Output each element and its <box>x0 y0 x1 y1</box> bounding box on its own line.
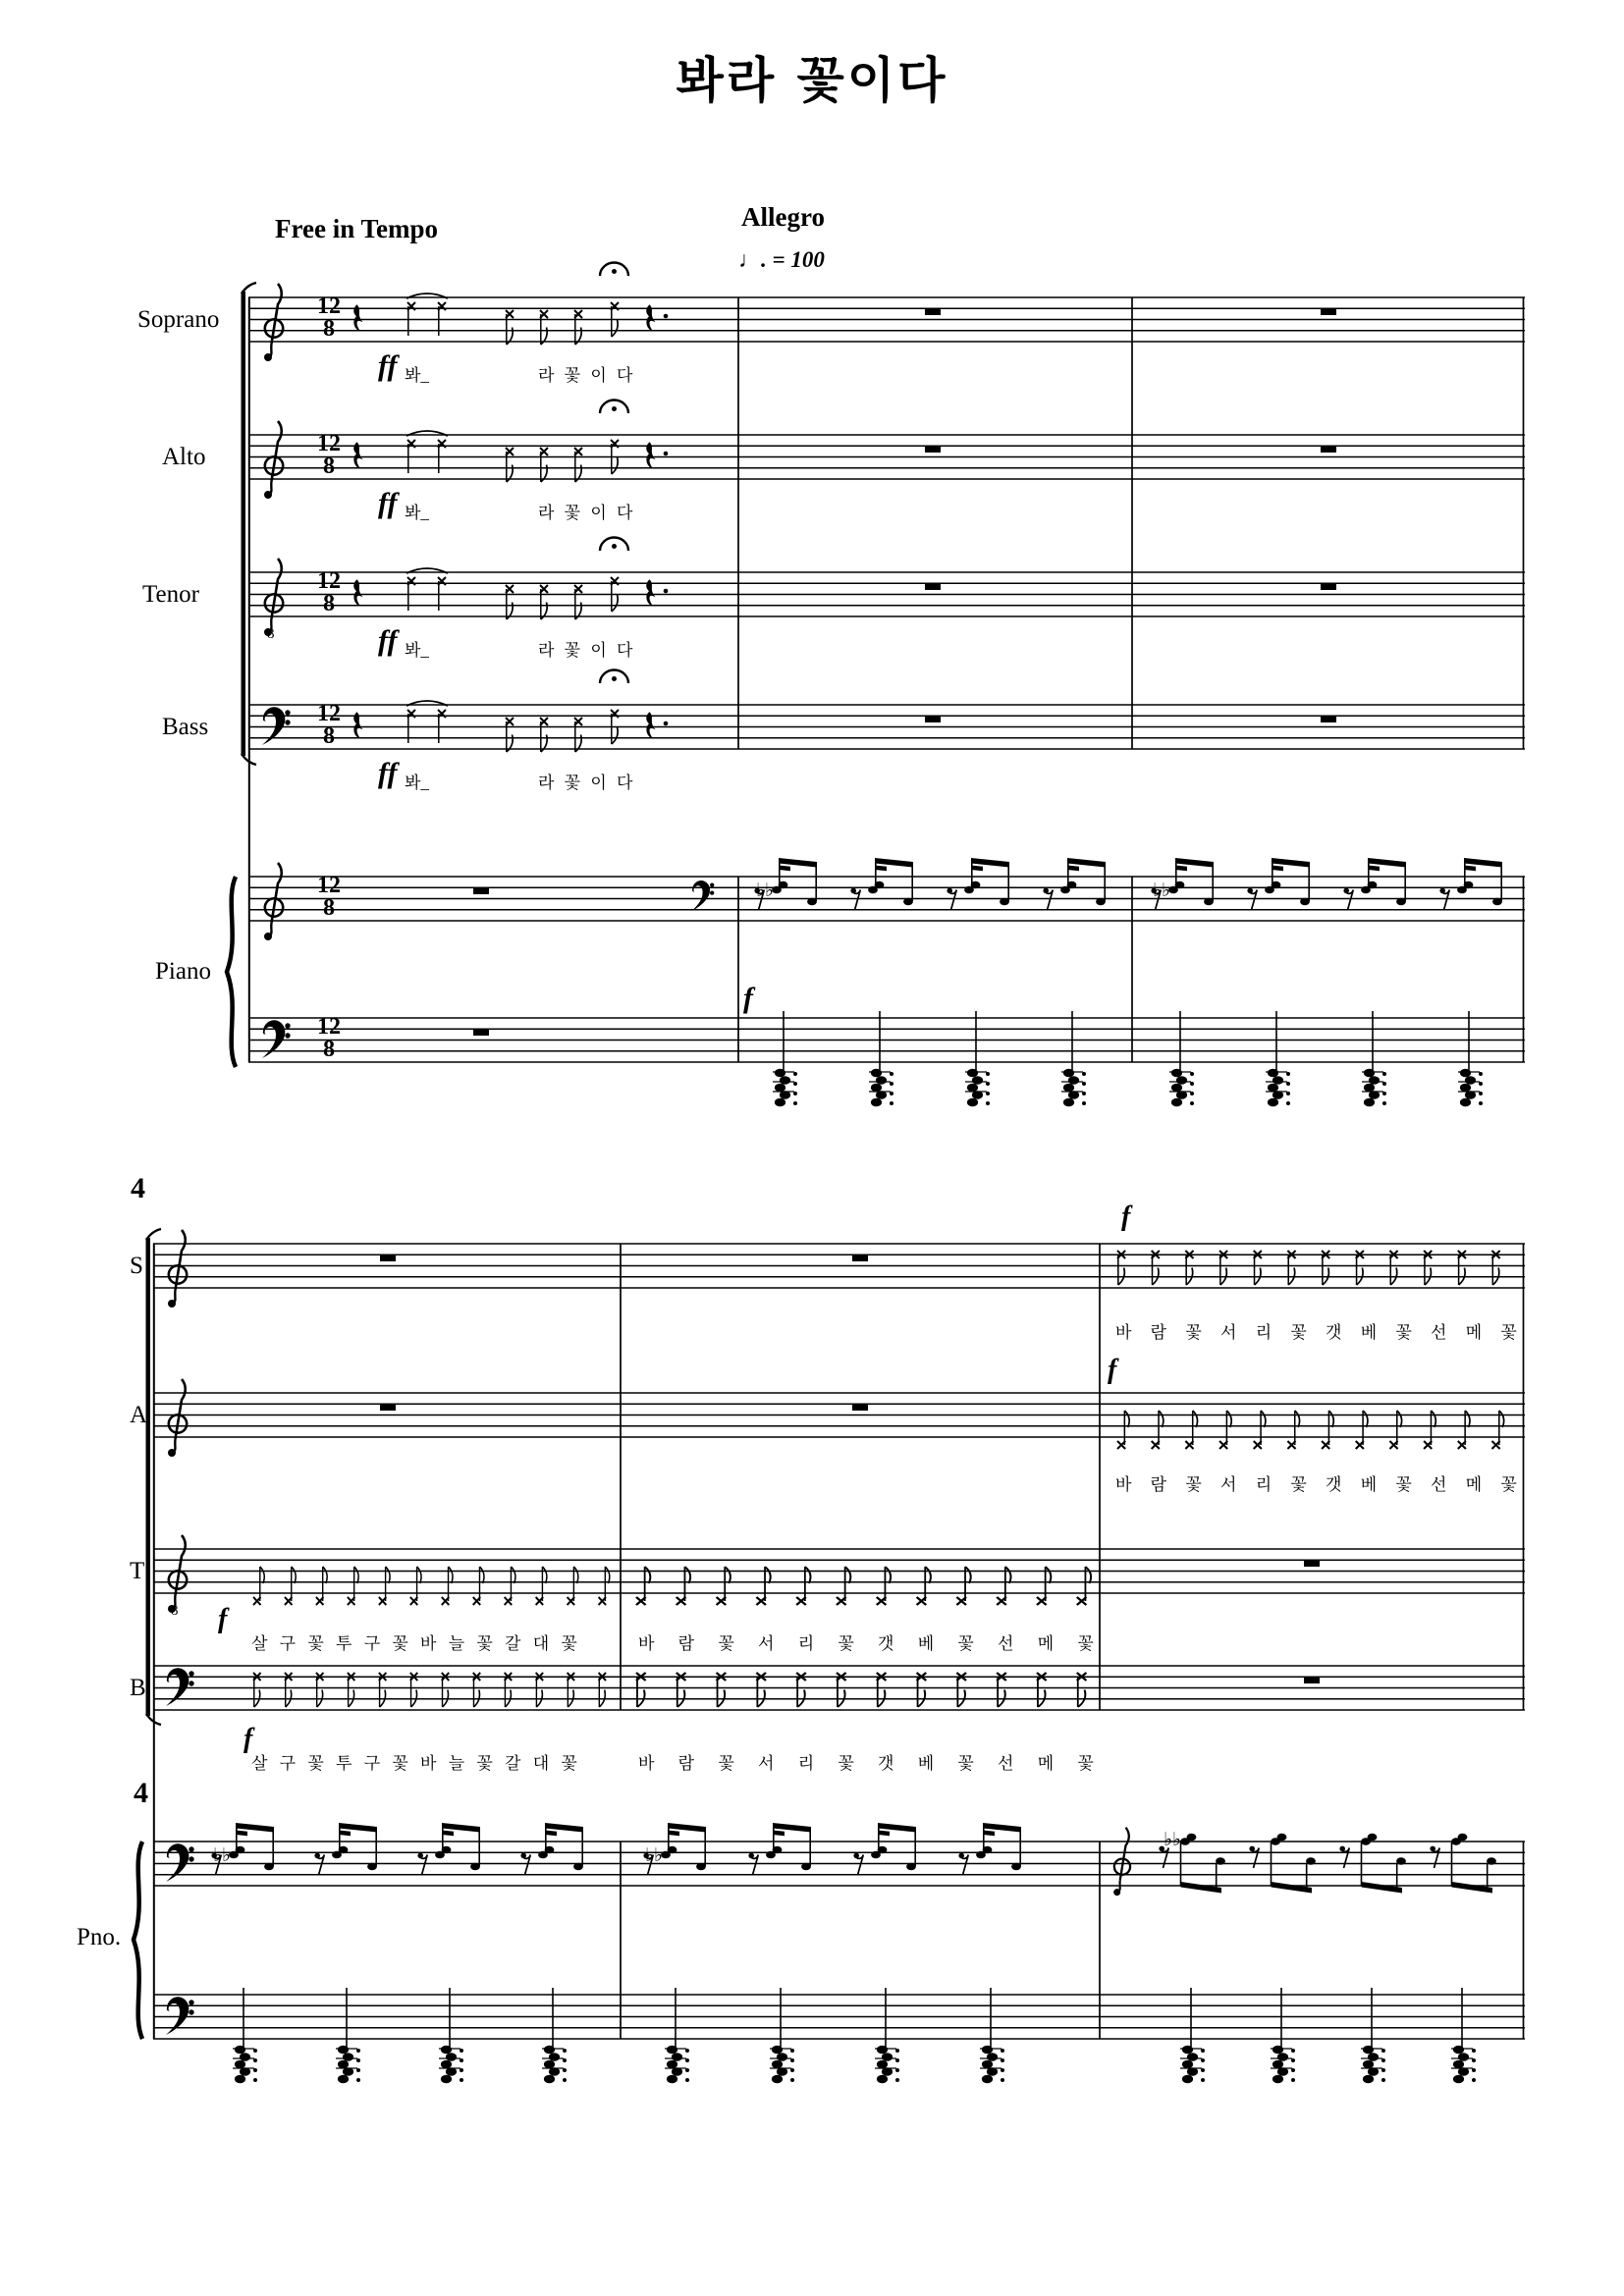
piece-title: 봐라 꽃이다 <box>676 52 948 109</box>
part-label-piano: Piano <box>155 958 211 985</box>
dynamic-s: f <box>1121 1201 1131 1232</box>
soprano-staff <box>153 1244 1525 1288</box>
piano-brace <box>227 877 236 1067</box>
part-label-s: S <box>130 1253 143 1279</box>
treble-clef-icon <box>264 863 283 940</box>
treble-clef-icon <box>264 559 283 636</box>
measure-number-piano: 4 <box>134 1777 148 1809</box>
tenor-clef-octave: 8 <box>267 626 275 642</box>
bass-m1-notes <box>354 670 669 752</box>
bass-m5-notes <box>636 1673 1086 1707</box>
tenor-m5-notes <box>636 1567 1091 1605</box>
part-label-pno: Pno. <box>77 1924 122 1950</box>
treble-clef-icon <box>168 1379 187 1457</box>
system1-notation <box>227 263 1525 1107</box>
bass-clef-icon <box>166 1843 194 1882</box>
alto-staff <box>153 1393 1525 1437</box>
lyrics-alto: 라 꽃 이 다 <box>538 504 633 522</box>
piano-lh-staff <box>248 1014 1525 1062</box>
bass-clef-icon <box>166 1997 194 2035</box>
lyrics-tenor-start: 봐_ <box>405 641 429 660</box>
alto-m1-notes <box>354 400 669 482</box>
choir-bracket <box>242 292 246 756</box>
soprano-m1-notes <box>354 263 669 345</box>
measure-number: 4 <box>131 1172 145 1204</box>
part-label-soprano: Soprano <box>137 306 220 333</box>
lyrics-b-m4: 살 구 꽃 투 구 꽃 바 늘 꽃 갈 대 꽃 <box>251 1754 577 1773</box>
double-flat-accidental: ♭♭ <box>1153 881 1170 901</box>
time-signature: 12 8 <box>317 294 341 342</box>
lyrics-soprano-start: 봐_ <box>405 366 429 385</box>
whole-rests <box>473 308 1336 1036</box>
dynamic-a: f <box>1108 1355 1117 1385</box>
bracket-hook-top <box>146 1229 161 1240</box>
part-label-a: A <box>130 1402 148 1428</box>
lyrics-tenor: 라 꽃 이 다 <box>538 641 633 660</box>
piano-lh-staff <box>153 1995 1525 2039</box>
soprano-m6-notes <box>1117 1251 1500 1285</box>
tenor-clef-octave: 8 <box>171 1603 179 1619</box>
tenor-staff <box>153 1549 1525 1593</box>
dynamic-piano: f <box>743 982 753 1014</box>
piano-brace <box>134 1842 142 2039</box>
lyrics-a-m6: 바 람 꽃 서 리 꽃 갯 베 꽃 선 메 꽃 <box>1115 1475 1517 1494</box>
bracket-hook-top <box>242 283 256 294</box>
treble-clef-icon <box>168 1230 187 1308</box>
dynamic-b: f <box>244 1724 253 1754</box>
tenor-m4-notes <box>253 1567 610 1605</box>
double-flat-accidental: ♭♭ <box>645 1845 663 1866</box>
mid-measure-bass-clef-icon <box>691 881 714 911</box>
part-label-t: T <box>130 1558 145 1584</box>
double-flat-accidental: ♭♭ <box>213 1845 231 1866</box>
lyrics-soprano: 라 꽃 이 다 <box>538 366 633 385</box>
time-signature: 12 8 <box>317 431 341 479</box>
lyrics-bass-start: 봐_ <box>405 774 429 792</box>
piano-rh-staff <box>153 1842 1525 1886</box>
treble-clef-icon <box>168 1535 187 1613</box>
bass-clef-icon <box>166 1668 194 1706</box>
dynamic-t: f <box>218 1604 228 1634</box>
lyrics-t-m5: 바 람 꽃 서 리 꽃 갯 베 꽃 선 메 꽃 <box>638 1634 1094 1653</box>
bass-m4-notes <box>253 1673 606 1707</box>
choir-bracket <box>146 1238 151 1716</box>
alto-m6-notes <box>1117 1411 1504 1449</box>
double-flat-accidental: ♭♭ <box>1164 1830 1181 1850</box>
piano-lh-clusters <box>773 1011 1483 1106</box>
dynamic-soprano: ff <box>378 349 398 382</box>
bass-clef-icon <box>262 707 291 745</box>
part-label-bass: Bass <box>162 714 209 740</box>
metronome-marking: ♩. = 100 <box>738 247 825 272</box>
time-signature: 12 8 <box>317 568 341 616</box>
piano-rh-staff <box>248 873 1525 921</box>
tenor-m1-notes <box>354 538 669 619</box>
dynamic-alto: ff <box>378 487 398 519</box>
part-label-tenor: Tenor <box>142 581 199 608</box>
tempo-marking-allegro: Allegro <box>741 202 825 232</box>
barlines-vocal <box>738 297 1524 749</box>
time-signature: 12 8 <box>317 701 341 749</box>
piano-rh-m2-m3 <box>754 858 1502 910</box>
lyrics-t-m4: 살 구 꽃 투 구 꽃 바 늘 꽃 갈 대 꽃 <box>251 1634 577 1653</box>
time-signature: 12 8 <box>317 1014 341 1062</box>
treble-clef-icon <box>264 284 283 361</box>
part-label-b: B <box>130 1675 146 1701</box>
double-flat-accidental: ♭♭ <box>756 881 774 901</box>
time-signature: 12 8 <box>317 873 341 921</box>
barlines-piano <box>621 1842 1524 2039</box>
dynamic-tenor: ff <box>378 624 398 657</box>
tempo-marking-free: Free in Tempo <box>275 214 439 243</box>
bass-staff <box>153 1666 1525 1710</box>
system2-notation <box>134 1229 1525 2083</box>
bass-clef-icon <box>262 1020 291 1058</box>
lyrics-s-m6: 바 람 꽃 서 리 꽃 갯 베 꽃 선 메 꽃 <box>1115 1323 1517 1342</box>
lyrics-b-m5: 바 람 꽃 서 리 꽃 갯 베 꽃 선 메 꽃 <box>638 1754 1094 1773</box>
dynamic-bass: ff <box>378 757 398 789</box>
piano-rh-m4-m5 <box>211 1823 1021 1875</box>
treble-clef-icon <box>264 421 283 499</box>
part-label-alto: Alto <box>162 444 206 470</box>
lyrics-alto-start: 봐_ <box>405 504 429 522</box>
piano-lh-clusters <box>233 1988 1476 2083</box>
lyrics-bass: 라 꽃 이 다 <box>538 774 633 792</box>
